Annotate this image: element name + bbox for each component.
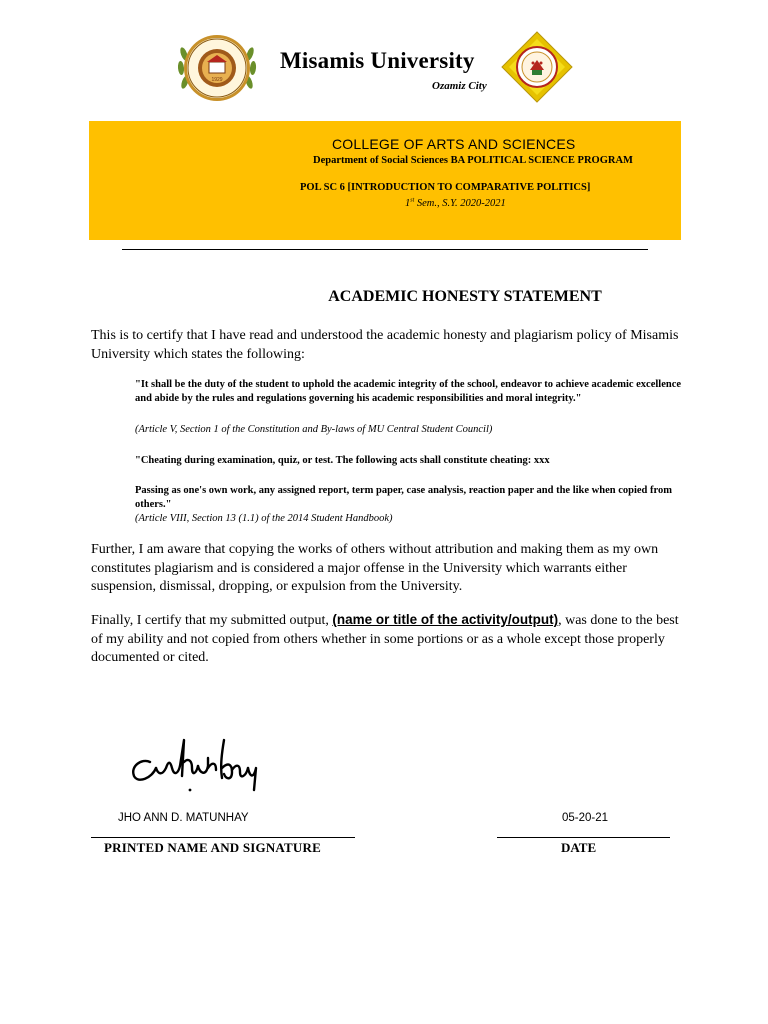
svg-text:1929: 1929 — [211, 77, 223, 83]
college-seal-logo — [500, 30, 574, 104]
department-name: Department of Social Sciences BA POLITICAL SCIENCE PROGRAM — [313, 155, 633, 166]
course-title: POL SC 6 [INTRODUCTION TO COMPARATIVE POLITICS] — [300, 182, 591, 193]
activity-title-placeholder: (name or title of the activity/output) — [332, 612, 559, 627]
policy-quote-student-duty: "It shall be the duty of the student to uphold the academic integrity of the school, endeavor to achieve academic excellence and abide by the rules and regulations governing his academic responsibilities and moral integrity." — [135, 379, 682, 404]
policy-citation-handbook: (Article VIII, Section 13 (1.1) of the 2014 Student Handbook) — [135, 513, 393, 524]
final-cert-text-start: Finally, I certify that my submitted output, — [91, 613, 333, 628]
final-certification-paragraph — [91, 611, 691, 668]
semester-text: Sem., S.Y. 2020-2021 — [414, 198, 506, 209]
document-title: ACADEMIC HONESTY STATEMENT — [328, 288, 602, 305]
printed-name-label: PRINTED NAME AND SIGNATURE — [104, 840, 321, 855]
date-value: 05-20-21 — [562, 812, 609, 824]
policy-quote-plagiarism: Passing as one's own work, any assigned report, term paper, case analysis, reaction paper and the like when copied from others." — [135, 485, 672, 510]
name-signature-line — [91, 837, 355, 838]
final-cert-text-end: , was done to the best of my ability and not copied from others whether in some portions or as a whole except those properly documented or cited. — [91, 613, 679, 665]
awareness-paragraph: Further, I am aware that copying the works of others without attribution and making them as my own constitutes plagiarism and is considered a major offense in the University which warrants either suspension, dismissal, dropping, or expulsion from the University. — [91, 542, 659, 594]
policy-citation-constitution: (Article V, Section 1 of the Constitution and By-laws of MU Central Student Council) — [135, 424, 493, 435]
university-seal-logo — [176, 32, 258, 104]
college-name: COLLEGE OF ARTS AND SCIENCES — [332, 136, 576, 152]
semester-info — [405, 198, 506, 209]
date-line — [497, 837, 670, 838]
date-label: DATE — [561, 840, 597, 855]
handwritten-signature — [122, 732, 262, 794]
printed-name-value: JHO ANN D. MATUNHAY — [118, 812, 249, 824]
university-name: Misamis University — [280, 48, 475, 73]
semester-number: 1 — [405, 198, 411, 209]
semester-suffix: st — [410, 197, 415, 204]
university-city: Ozamiz City — [432, 80, 487, 92]
header-divider — [122, 249, 648, 250]
certification-paragraph: This is to certify that I have read and understood the academic honesty and plagiarism policy of Misamis University which states the following: — [91, 328, 679, 362]
policy-quote-cheating: "Cheating during examination, quiz, or test. The following acts shall constitute cheating: xxx — [135, 455, 550, 466]
